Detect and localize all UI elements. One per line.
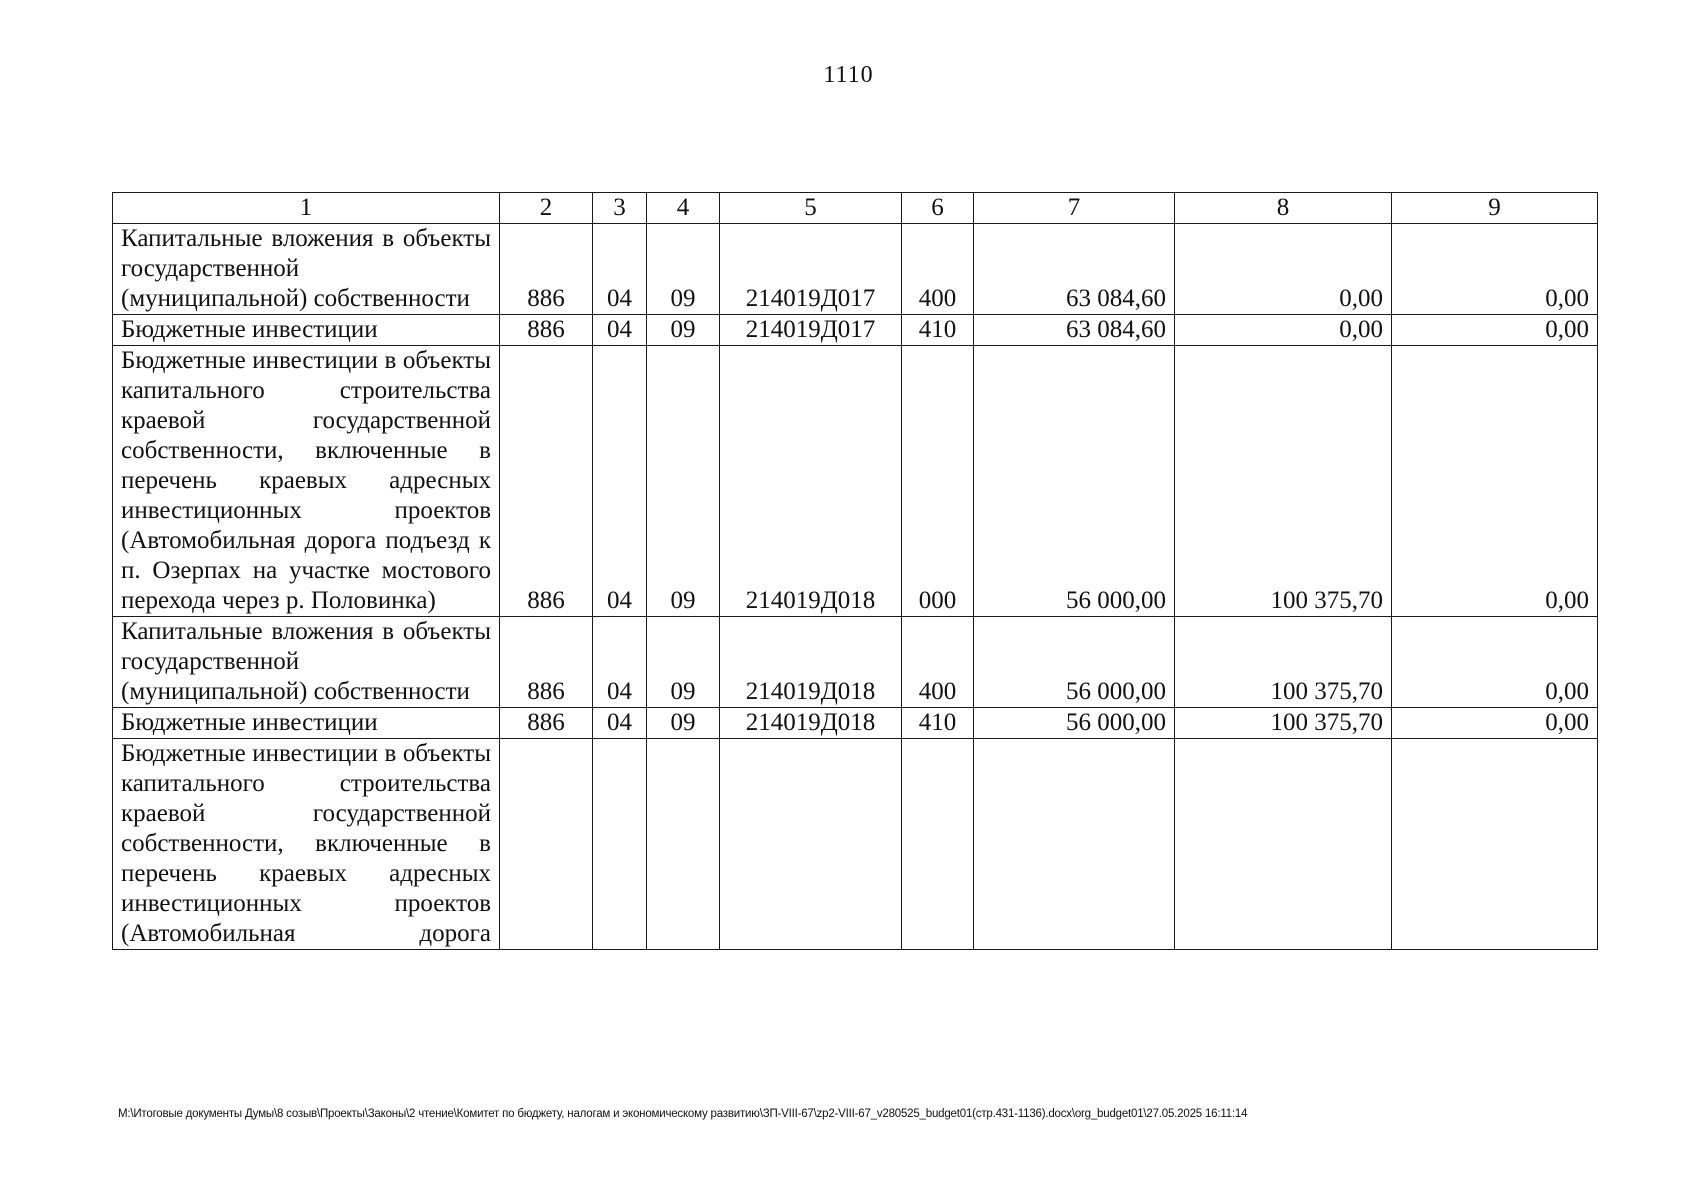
- cell-col-5: 214019Д017: [720, 224, 902, 315]
- header-col-1: 1: [113, 193, 500, 224]
- header-col-9: 9: [1392, 193, 1598, 224]
- cell-col-5: 214019Д017: [720, 315, 902, 346]
- table-row: [113, 739, 1598, 950]
- cell-col-8: 0,00: [1175, 224, 1392, 315]
- cell-col-5: 214019Д018: [720, 708, 902, 739]
- cell-col-6: 400: [902, 224, 974, 315]
- row-name: Капитальные вложения в объекты государственной (муниципальной) собственности: [113, 224, 500, 315]
- cell-col-3: 04: [593, 315, 647, 346]
- header-col-5: 5: [720, 193, 902, 224]
- row-name: Бюджетные инвестиции в объекты капитального строительства краевой государственной собственности, включенные в перечень краевых адресных инвестиционных проектов (Автомобильная дорога подъезд к п. Озерпах на участке мостового перехода через р. Половинка): [113, 346, 500, 617]
- header-col-8: 8: [1175, 193, 1392, 224]
- cell-col-7: 56 000,00: [974, 708, 1175, 739]
- table-row: [113, 315, 1598, 346]
- cell-col-2: 886: [500, 315, 593, 346]
- cell-col-8: 100 375,70: [1175, 708, 1392, 739]
- header-row: [113, 193, 1598, 224]
- cell-col-9: 0,00: [1392, 224, 1598, 315]
- cell-col-8: [1175, 739, 1392, 950]
- cell-col-7: [974, 739, 1175, 950]
- table-row: [113, 224, 1598, 315]
- cell-col-2: 886: [500, 617, 593, 708]
- table-row: [113, 617, 1598, 708]
- cell-col-3: 04: [593, 617, 647, 708]
- cell-col-6: 410: [902, 708, 974, 739]
- cell-col-2: 886: [500, 224, 593, 315]
- budget-table: [112, 192, 1598, 950]
- header-col-4: 4: [647, 193, 720, 224]
- cell-col-2: 886: [500, 346, 593, 617]
- cell-col-5: 214019Д018: [720, 346, 902, 617]
- cell-col-9: 0,00: [1392, 315, 1598, 346]
- cell-col-4: 09: [647, 346, 720, 617]
- cell-col-4: 09: [647, 315, 720, 346]
- header-col-2: 2: [500, 193, 593, 224]
- cell-col-8: 100 375,70: [1175, 617, 1392, 708]
- row-name: Капитальные вложения в объекты государственной (муниципальной) собственности: [113, 617, 500, 708]
- row-name: Бюджетные инвестиции в объекты капитального строительства краевой государственной собственности, включенные в перечень краевых адресных инвестиционных проектов (Автомобильная дорога: [113, 739, 500, 950]
- cell-col-7: 63 084,60: [974, 315, 1175, 346]
- cell-col-8: 0,00: [1175, 315, 1392, 346]
- cell-col-3: 04: [593, 346, 647, 617]
- header-col-3: 3: [593, 193, 647, 224]
- page-number: 1110: [823, 62, 874, 88]
- cell-col-8: 100 375,70: [1175, 346, 1392, 617]
- row-name: Бюджетные инвестиции: [113, 708, 500, 739]
- cell-col-4: 09: [647, 224, 720, 315]
- cell-col-9: 0,00: [1392, 708, 1598, 739]
- cell-col-6: 410: [902, 315, 974, 346]
- cell-col-6: 000: [902, 346, 974, 617]
- cell-col-9: 0,00: [1392, 617, 1598, 708]
- table-row: [113, 708, 1598, 739]
- cell-col-7: 56 000,00: [974, 617, 1175, 708]
- cell-col-3: [593, 739, 647, 950]
- cell-col-7: 56 000,00: [974, 346, 1175, 617]
- cell-col-2: 886: [500, 708, 593, 739]
- cell-col-2: [500, 739, 593, 950]
- cell-col-9: [1392, 739, 1598, 950]
- cell-col-6: 400: [902, 617, 974, 708]
- cell-col-9: 0,00: [1392, 346, 1598, 617]
- row-name: Бюджетные инвестиции: [113, 315, 500, 346]
- table-row: [113, 346, 1598, 617]
- cell-col-4: [647, 739, 720, 950]
- cell-col-4: 09: [647, 708, 720, 739]
- cell-col-6: [902, 739, 974, 950]
- header-col-7: 7: [974, 193, 1175, 224]
- cell-col-7: 63 084,60: [974, 224, 1175, 315]
- cell-col-5: 214019Д018: [720, 617, 902, 708]
- header-col-6: 6: [902, 193, 974, 224]
- cell-col-3: 04: [593, 708, 647, 739]
- cell-col-5: [720, 739, 902, 950]
- cell-col-3: 04: [593, 224, 647, 315]
- footer-file-path: M:\Итоговые документы Думы\8 созыв\Проекты\Законы\2 чтение\Комитет по бюджету, налогам и экономическому развитию\ЗП-VIII-67\zp2-VIII-67_v280525_budget01(стр.431-1136).docx\org_budget01\27.05.2025 16:11:14: [118, 1108, 1248, 1120]
- cell-col-4: 09: [647, 617, 720, 708]
